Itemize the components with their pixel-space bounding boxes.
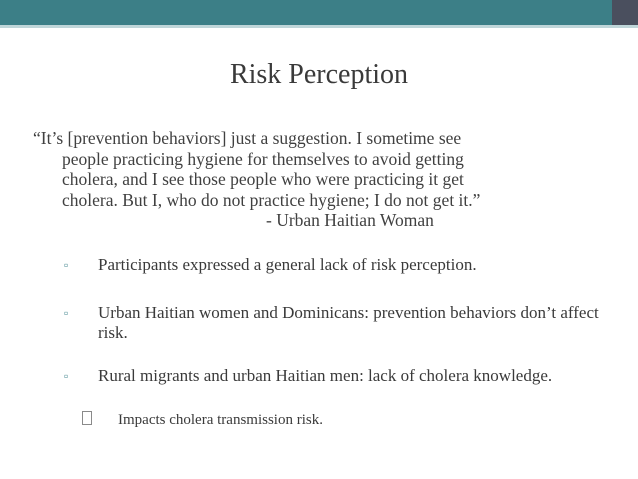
quote-attribution: - Urban Haitian Woman — [266, 210, 434, 230]
bullet-text: Participants expressed a general lack of risk perception. — [98, 255, 477, 274]
top-accent-bar — [0, 0, 638, 25]
box-bullet-icon — [82, 411, 92, 425]
top-accent-bar-dark — [612, 0, 638, 25]
sub-bullet-text: Impacts cholera transmission risk. — [118, 412, 323, 428]
square-bullet-icon: ▫ — [64, 369, 69, 383]
square-bullet-icon: ▫ — [64, 306, 69, 320]
bullet-text: Urban Haitian women and Dominicans: prevention behaviors don’t affect risk. — [98, 303, 599, 342]
quote-text: “It’s [prevention behaviors] just a suggestion. I sometime see people practicing hygiene for themselves to avoid getting cholera, and I see those people who were practicing it get cholera. But I, who do not practice hygiene; I do not get it.” — [33, 128, 481, 210]
square-bullet-icon: ▫ — [64, 258, 69, 272]
bullet-text: Rural migrants and urban Haitian men: lack of cholera knowledge. — [98, 366, 553, 385]
slide-title: Risk Perception — [229, 59, 409, 90]
top-accent-line — [0, 25, 638, 28]
quote-block — [33, 128, 593, 231]
top-accent-bar-teal — [0, 0, 612, 25]
